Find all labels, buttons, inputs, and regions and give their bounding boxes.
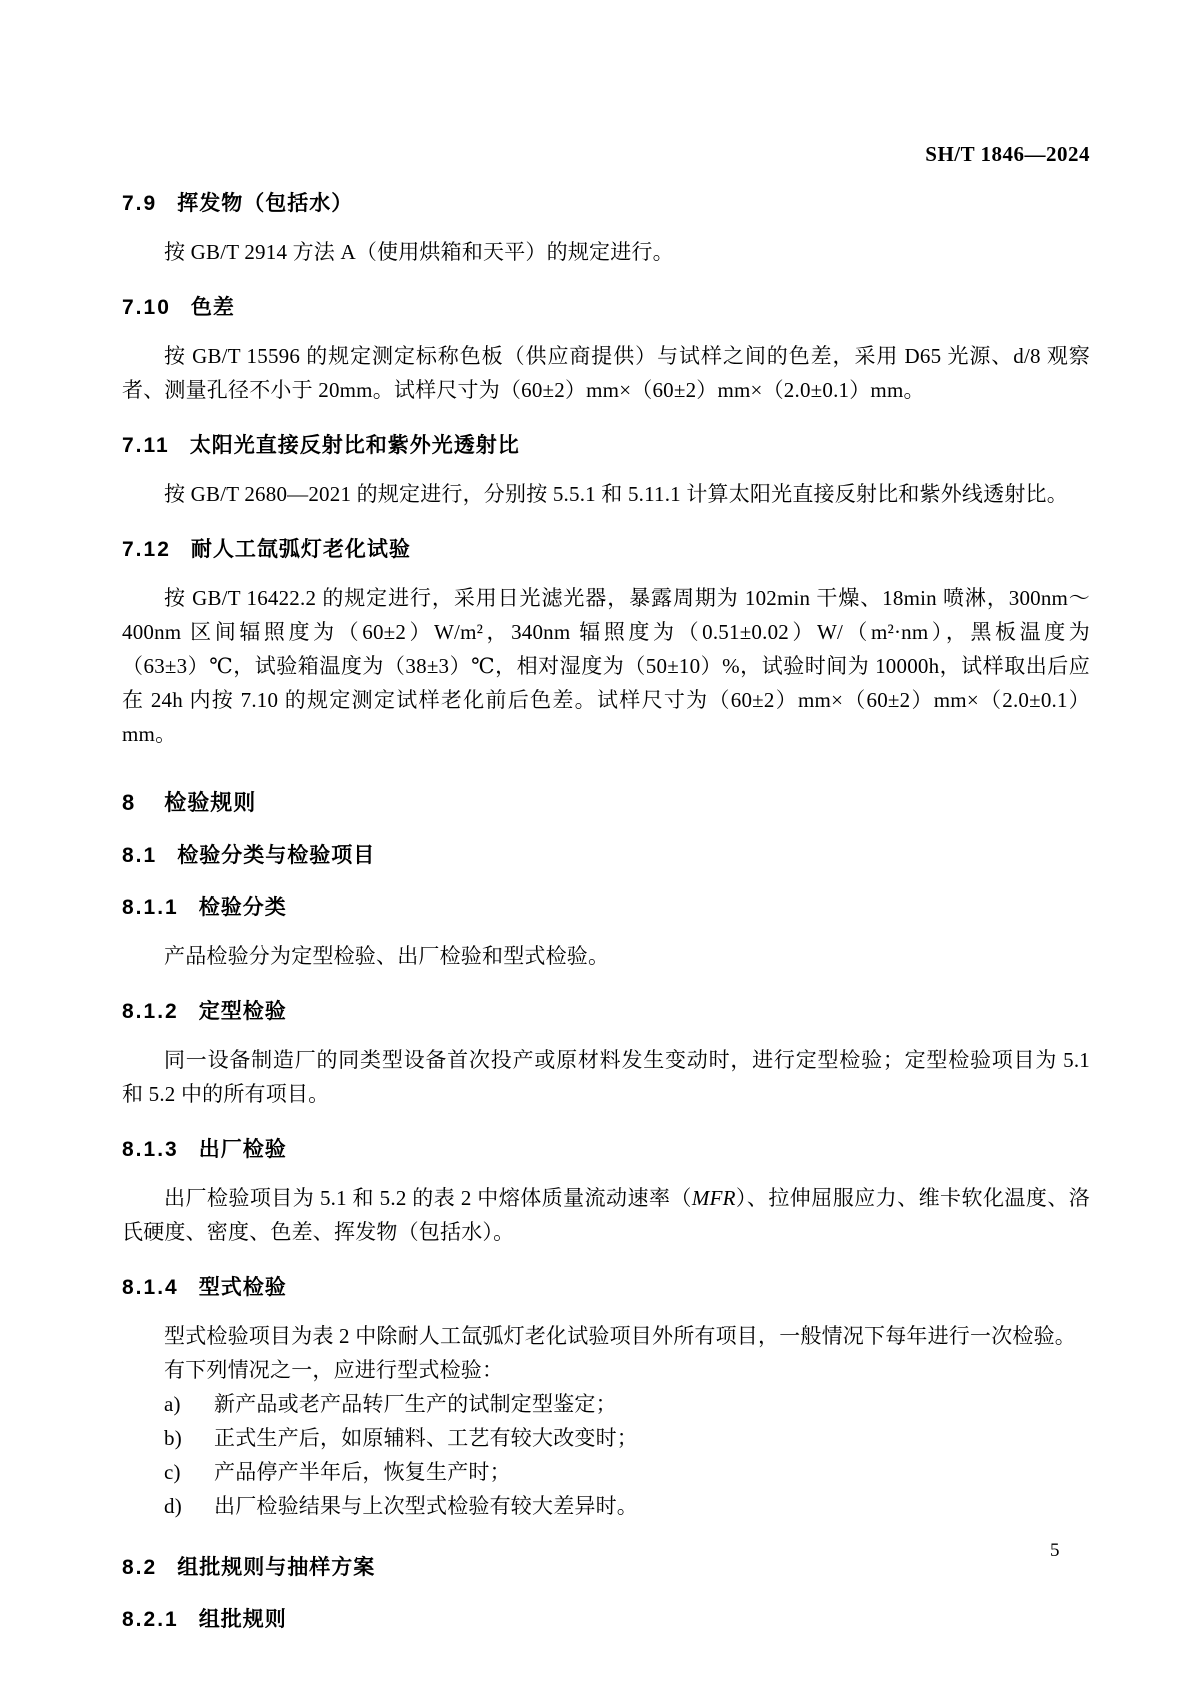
clause-number: 8.1.4 <box>122 1276 179 1299</box>
para-7-12: 按 GB/T 16422.2 的规定进行，采用日光滤光器，暴露周期为 102min 干燥、18min 喷淋，300nm～400nm 区间辐照度为（60±2）W/m²，340nm 辐照度为（0.51±0.02）W/（m²·nm），黑板温度为（63±3）℃，试验箱温度为（38±3）℃，相对湿度为（50±10）%，试验时间为 10000h，试样取出后应在 24h 内按 7.10 的规定测定试样老化前后色差。试样尺寸为（60±2）mm×（60±2）mm×（2.0±0.1）mm。 <box>122 586 1090 746</box>
heading-7-9 <box>122 191 1090 217</box>
list-item-text: 新产品或老产品转厂生产的试制定型鉴定； <box>214 1392 617 1416</box>
clause-title: 耐人工氙弧灯老化试验 <box>190 538 411 561</box>
clause-title: 挥发物（包括水） <box>177 192 354 215</box>
para-8-1-2: 同一设备制造厂的同类型设备首次投产或原材料发生变动时，进行定型检验；定型检验项目为 5.1 和 5.2 中的所有项目。 <box>122 1048 1090 1106</box>
clause-number: 8.1.1 <box>122 896 179 919</box>
list-item <box>122 1421 1090 1455</box>
heading-8-1-2 <box>122 999 1090 1025</box>
page-number: 5 <box>1050 1540 1060 1561</box>
clause-number: 7.12 <box>122 538 171 561</box>
type-test-condition-list <box>122 1387 1090 1523</box>
list-item <box>122 1455 1090 1489</box>
clause-title: 出厂检验 <box>198 1138 287 1161</box>
para-text-segment: 出厂检验项目为 5.1 和 5.2 的表 2 中熔体质量流动速率（ <box>164 1186 692 1210</box>
chapter-title: 检验规则 <box>164 790 257 815</box>
running-header-doc-code: SH/T 1846—2024 <box>925 142 1090 166</box>
list-item-text: 正式生产后，如原辅料、工艺有较大改变时； <box>214 1426 638 1450</box>
list-item-label: c) <box>164 1460 181 1484</box>
clause-number: 8.1.3 <box>122 1138 179 1161</box>
para-8-1-4-intro: 有下列情况之一，应进行型式检验： <box>164 1358 504 1382</box>
heading-8-2 <box>122 1555 1090 1581</box>
para-7-10: 按 GB/T 15596 的规定测定标称色板（供应商提供）与试样之间的色差，采用 D65 光源、d/8 观察者、测量孔径不小于 20mm。试样尺寸为（60±2）mm×（60±2）mm×（2.0±0.1）mm。 <box>122 344 1090 402</box>
clause-number: 8.2.1 <box>122 1608 179 1631</box>
list-item-label: a) <box>164 1392 181 1416</box>
mfr-abbreviation: MFR <box>691 1186 736 1210</box>
list-item-text: 产品停产半年后，恢复生产时； <box>214 1460 511 1484</box>
heading-7-12 <box>122 537 1090 563</box>
heading-8-1 <box>122 843 1090 869</box>
para-8-1-3 <box>122 1181 1090 1249</box>
clause-title: 组批规则与抽样方案 <box>177 1556 376 1579</box>
clause-number: 7.9 <box>122 192 158 215</box>
clause-number: 7.11 <box>122 434 170 457</box>
clause-number: 7.10 <box>122 296 171 319</box>
document-content <box>122 143 1090 1651</box>
heading-8-1-4 <box>122 1275 1090 1301</box>
para-7-11: 按 GB/T 2680—2021 的规定进行，分别按 5.5.1 和 5.11.1 计算太阳光直接反射比和紫外线透射比。 <box>164 482 1068 506</box>
clause-title: 检验分类 <box>198 896 287 919</box>
list-item <box>122 1489 1090 1523</box>
clause-number: 8.2 <box>122 1556 158 1579</box>
chapter-number: 8 <box>122 790 137 815</box>
list-item <box>122 1387 1090 1421</box>
heading-8-2-1 <box>122 1607 1090 1633</box>
list-item-label: d) <box>164 1494 182 1518</box>
clause-number: 8.1 <box>122 844 158 867</box>
para-8-1-4: 型式检验项目为表 2 中除耐人工氙弧灯老化试验项目外所有项目，一般情况下每年进行一次检验。 <box>164 1324 1076 1348</box>
heading-7-10 <box>122 295 1090 321</box>
para-7-9: 按 GB/T 2914 方法 A（使用烘箱和天平）的规定进行。 <box>164 240 674 264</box>
heading-8-1-1 <box>122 895 1090 921</box>
clause-number: 8.1.2 <box>122 1000 179 1023</box>
clause-title: 色差 <box>190 296 235 319</box>
clause-title: 定型检验 <box>198 1000 287 1023</box>
heading-8-1-3 <box>122 1137 1090 1163</box>
clause-title: 检验分类与检验项目 <box>177 844 376 867</box>
list-item-label: b) <box>164 1426 182 1450</box>
para-text-segment: ）、拉伸屈服应力、维卡软化温度、洛氏硬度、密度、色差、挥发物（包括水）。 <box>122 1186 1090 1244</box>
clause-title: 太阳光直接反射比和紫外光透射比 <box>189 434 520 457</box>
clause-title: 组批规则 <box>198 1608 287 1631</box>
clause-title: 型式检验 <box>198 1276 287 1299</box>
heading-7-11 <box>122 433 1090 459</box>
heading-8 <box>122 789 1090 817</box>
para-8-1-1: 产品检验分为定型检验、出厂检验和型式检验。 <box>164 944 610 968</box>
list-item-text: 出厂检验结果与上次型式检验有较大差异时。 <box>214 1494 638 1518</box>
